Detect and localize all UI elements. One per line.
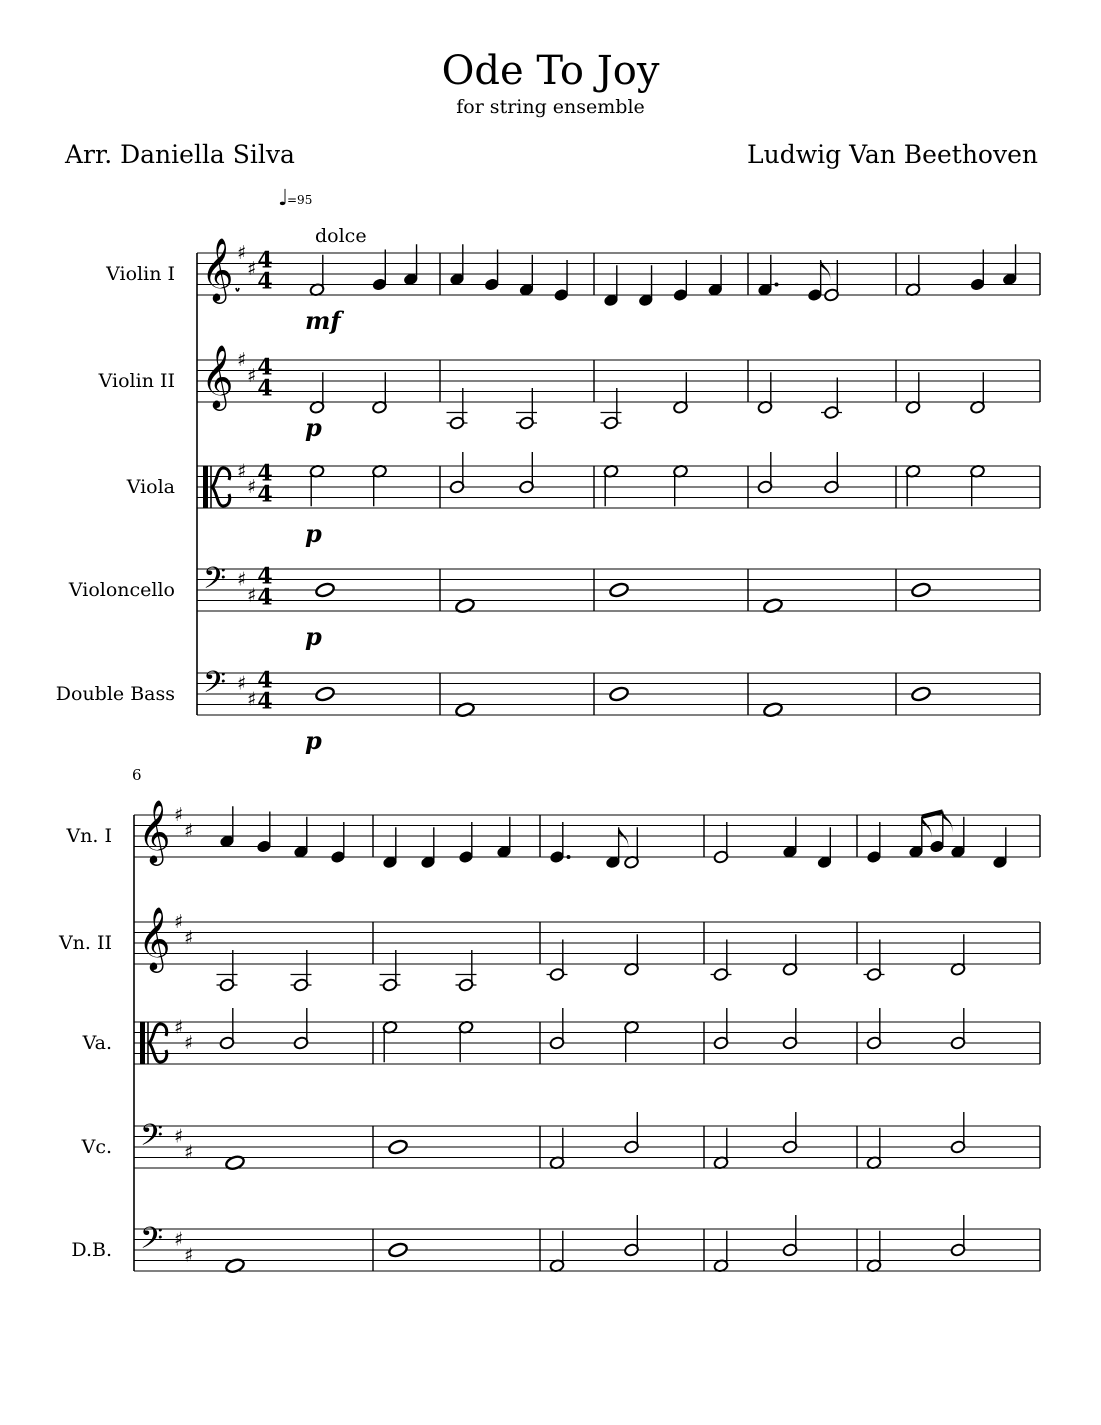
dynamic-marking: p (305, 413, 322, 442)
note-head (763, 598, 784, 614)
quarter-note-icon: ♩ (278, 186, 289, 211)
sharp-icon: ♯ (174, 1125, 184, 1148)
sharp-icon: ♯ (237, 460, 247, 483)
sharp-icon: ♯ (184, 926, 194, 949)
sharp-icon: ♯ (237, 349, 247, 371)
dynamic-marking: p (305, 519, 322, 548)
dynamic-marking: mf (305, 306, 341, 335)
sharp-icon: ♯ (247, 688, 257, 711)
sharp-icon: ♯ (174, 1228, 184, 1251)
time-signature-top: 4 (257, 667, 273, 694)
instrument-label: Vn. I (66, 825, 112, 847)
bass-clef-icon: 𝄢 (140, 1119, 164, 1160)
score-subtitle: for string ensemble (456, 96, 645, 118)
treble-clef-icon: 𝄞 (201, 237, 234, 301)
sharp-icon: ♯ (184, 819, 194, 842)
instrument-label: Vc. (81, 1136, 112, 1158)
instrument-label: Viola (126, 476, 175, 498)
sharp-icon: ♯ (247, 476, 257, 498)
bass-clef-icon: 𝄢 (203, 562, 227, 603)
sharp-icon: ♯ (184, 1141, 194, 1164)
note-head (455, 702, 476, 718)
instrument-label: Double Bass (55, 683, 175, 705)
note-head (455, 598, 476, 614)
bass-clef-icon: 𝄢 (203, 666, 227, 707)
dynamic-marking: p (305, 622, 322, 651)
sharp-icon: ♯ (237, 242, 247, 264)
sharp-icon: ♯ (184, 1032, 194, 1054)
instrument-label: Va. (82, 1032, 112, 1054)
note-head (763, 702, 784, 718)
time-signature-bottom: 4 (257, 688, 273, 715)
treble-clef-icon: 𝄞 (138, 799, 171, 863)
time-signature-top: 4 (257, 354, 273, 381)
slur (236, 288, 239, 291)
sharp-icon: ♯ (237, 672, 247, 695)
note-head (315, 686, 336, 702)
instrument-label: Violoncello (68, 579, 175, 601)
instrument-label: D.B. (71, 1239, 112, 1261)
eighth-flag (922, 817, 932, 839)
dynamic-marking: p (305, 726, 322, 755)
time-signature-top: 4 (257, 247, 273, 274)
instrument-label: Vn. II (58, 932, 112, 954)
sharp-icon: ♯ (174, 804, 184, 826)
arranger-credit: Arr. Daniella Silva (65, 140, 295, 169)
note-head (225, 1258, 246, 1274)
augmentation-dot (775, 283, 779, 287)
treble-clef-icon: 𝄞 (201, 344, 234, 408)
note-head (911, 686, 932, 702)
tempo-marking: =95 (287, 193, 313, 207)
note-head (911, 582, 932, 598)
sharp-icon: ♯ (174, 911, 184, 933)
score-title: Ode To Joy (441, 48, 660, 94)
time-signature-top: 4 (257, 563, 273, 590)
expression-text: dolce (315, 225, 367, 247)
composer-credit: Ludwig Van Beethoven (747, 140, 1038, 169)
augmentation-dot (567, 855, 571, 859)
time-signature-bottom: 4 (257, 375, 273, 402)
eighth-flag (619, 827, 629, 849)
sharp-icon: ♯ (174, 1016, 184, 1039)
note-head (225, 1155, 246, 1171)
bass-clef-icon: 𝄢 (140, 1222, 164, 1263)
instrument-label: Violin II (98, 370, 175, 392)
treble-clef-icon: 𝄞 (138, 906, 171, 970)
sharp-icon: ♯ (247, 364, 257, 387)
instrument-label: Violin I (106, 263, 175, 285)
note-head (609, 686, 630, 702)
note-head (388, 1242, 409, 1258)
note-head (388, 1139, 409, 1155)
sharp-icon: ♯ (184, 1244, 194, 1267)
time-signature-top: 4 (257, 460, 273, 487)
sharp-icon: ♯ (247, 584, 257, 607)
sharp-icon: ♯ (247, 257, 257, 280)
measure-number: 6 (132, 766, 142, 784)
note-head (609, 582, 630, 598)
time-signature-bottom: 4 (257, 481, 273, 508)
sharp-icon: ♯ (237, 568, 247, 591)
eighth-beam (922, 812, 943, 817)
time-signature-bottom: 4 (257, 268, 273, 295)
note-head (315, 582, 336, 598)
time-signature-bottom: 4 (257, 584, 273, 611)
